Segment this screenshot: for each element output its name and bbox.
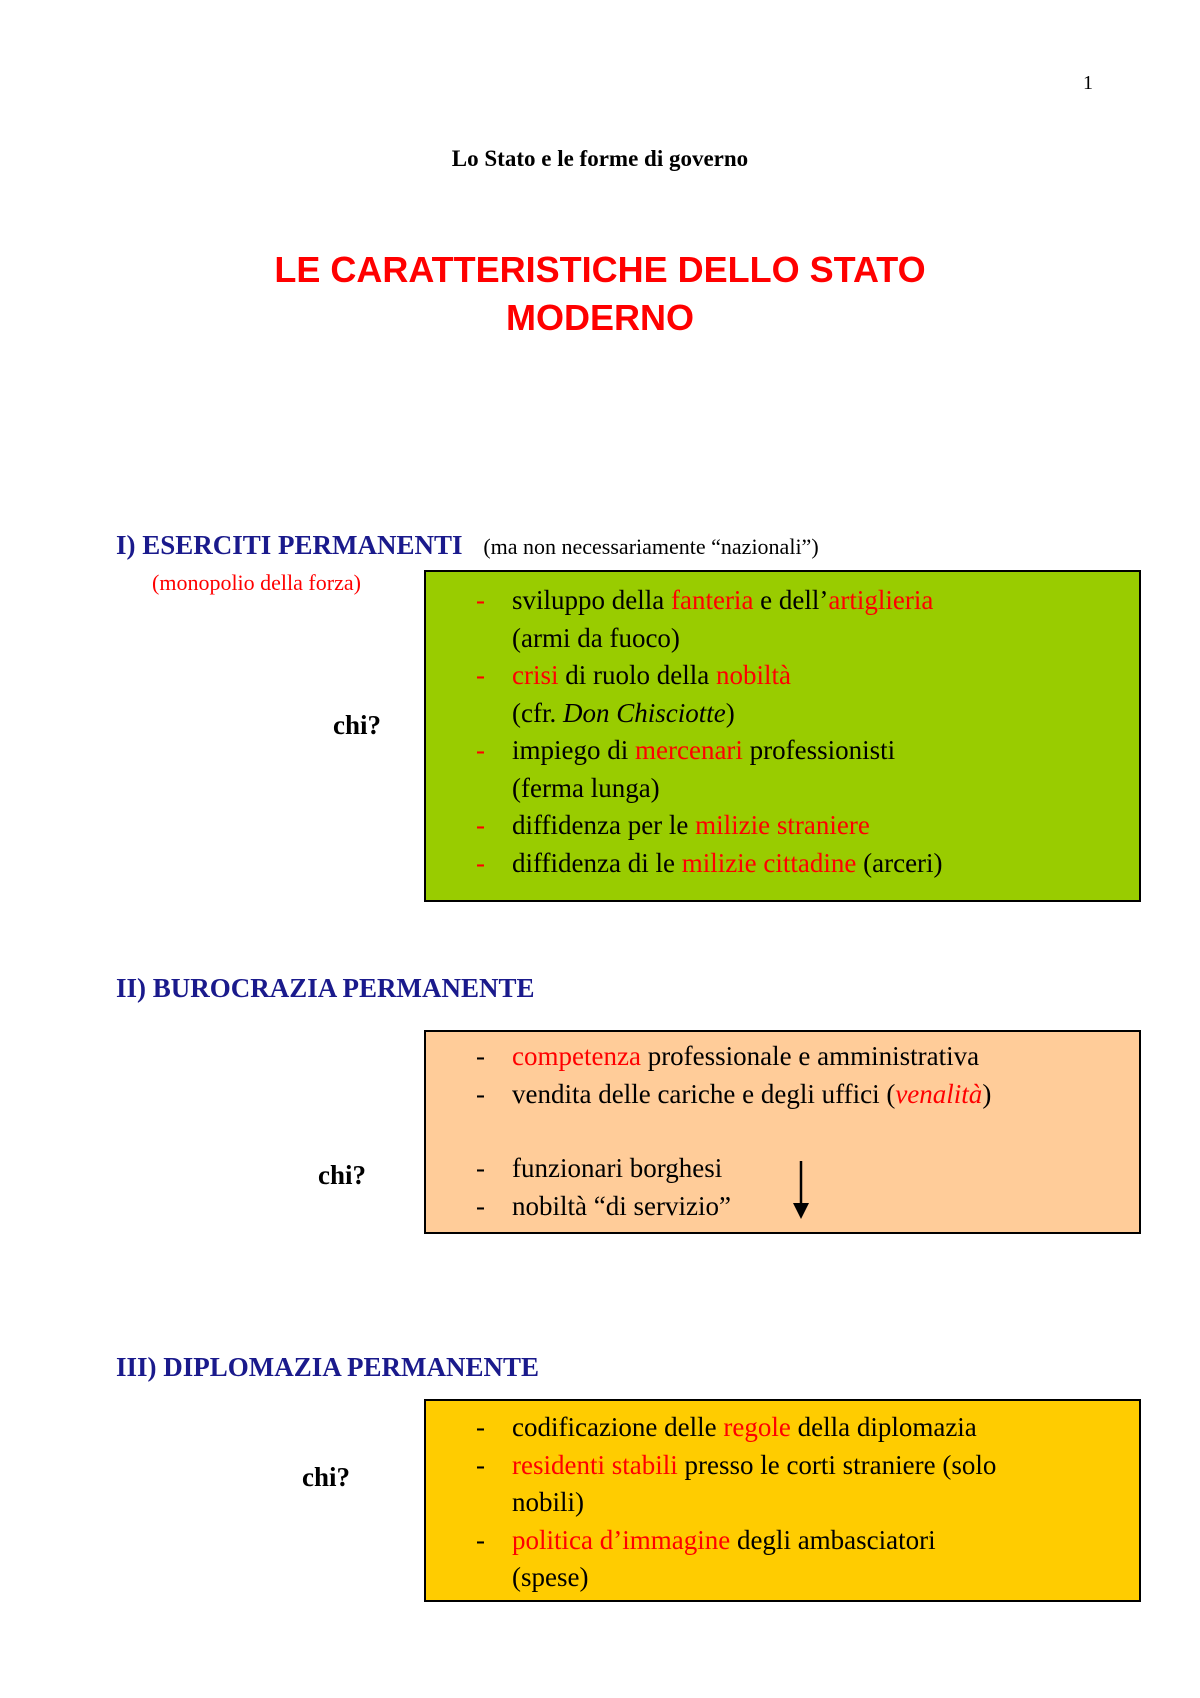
item-highlight: residenti stabili bbox=[512, 1449, 678, 1480]
item-continuation: (spese) bbox=[512, 1562, 589, 1592]
item-text: diffidenza di le bbox=[512, 847, 682, 878]
item-text: (arceri) bbox=[856, 847, 943, 878]
list-dash: - bbox=[476, 1153, 485, 1183]
item-highlight: artiglieria bbox=[828, 585, 934, 615]
list-dash: - bbox=[476, 810, 485, 840]
item-text: ) bbox=[982, 1078, 992, 1109]
item-text: della diplomazia bbox=[790, 1412, 977, 1442]
item-text: sviluppo della bbox=[512, 585, 671, 615]
list-dash: - bbox=[476, 847, 485, 878]
list-dash: - bbox=[476, 1524, 485, 1555]
item-highlight: politica d’immagine bbox=[512, 1524, 731, 1555]
chi-label: chi? bbox=[302, 1462, 351, 1492]
item-highlight: nobiltà bbox=[715, 660, 791, 690]
list-item bbox=[476, 1076, 1129, 1114]
section-heading-eserciti bbox=[116, 530, 819, 561]
item-text: presso le corti straniere (solo bbox=[677, 1449, 997, 1480]
chi-label: chi? bbox=[333, 710, 382, 740]
item-highlight: venalità bbox=[895, 1078, 983, 1109]
item-continuation-italic: Don Chisciotte bbox=[562, 697, 726, 728]
item-highlight: fanteria bbox=[670, 585, 754, 615]
item-text: e dell’ bbox=[753, 585, 829, 615]
item-continuation: (armi da fuoco) bbox=[512, 622, 680, 653]
list-dash: - bbox=[476, 1078, 485, 1109]
section-heading-burocrazia: II) BUROCRAZIA PERMANENTE bbox=[116, 973, 535, 1003]
item-text: professionale e amministrativa bbox=[640, 1041, 980, 1071]
item-text: funzionari borghesi bbox=[512, 1153, 723, 1183]
diplomazia-list bbox=[476, 1409, 1129, 1597]
list-item bbox=[476, 732, 1129, 807]
list-dash: - bbox=[476, 1041, 485, 1071]
page-number: 1 bbox=[1083, 72, 1093, 94]
list-dash: - bbox=[476, 735, 485, 765]
section-note: (ma non necessariamente “nazionali”) bbox=[483, 534, 819, 559]
list-item bbox=[476, 582, 1129, 657]
document-subtitle: Lo Stato e le forme di governo bbox=[451, 146, 749, 171]
side-note-monopolio: (monopolio della forza) bbox=[152, 570, 361, 595]
chi-label: chi? bbox=[318, 1160, 367, 1190]
item-continuation: nobili) bbox=[512, 1487, 584, 1517]
item-highlight: milizie straniere bbox=[695, 810, 870, 840]
list-dash: - bbox=[476, 1449, 485, 1480]
box-diplomazia bbox=[424, 1399, 1141, 1602]
list-item bbox=[476, 657, 1129, 732]
item-text: impiego di bbox=[512, 735, 635, 765]
list-dash: - bbox=[476, 1190, 485, 1221]
item-continuation: (ferma lunga) bbox=[512, 772, 660, 803]
page-title bbox=[0, 246, 1200, 342]
page-title-line-2: MODERNO bbox=[506, 297, 694, 338]
list-item bbox=[476, 845, 1129, 883]
item-text: codificazione delle bbox=[512, 1412, 724, 1442]
item-text: professionisti bbox=[742, 735, 896, 765]
eserciti-list bbox=[476, 582, 1129, 882]
item-text: vendita delle cariche e degli uffici ( bbox=[512, 1078, 896, 1109]
list-item bbox=[476, 1447, 1129, 1522]
list-item bbox=[476, 1038, 1129, 1076]
list-item bbox=[476, 1522, 1129, 1597]
item-highlight: mercenari bbox=[635, 735, 743, 765]
item-text: diffidenza per le bbox=[512, 810, 696, 840]
item-continuation: (cfr. bbox=[512, 697, 563, 728]
item-highlight: milizie cittadine bbox=[681, 847, 857, 878]
section-heading-text: I) ESERCITI PERMANENTI bbox=[116, 530, 463, 560]
list-dash: - bbox=[476, 660, 485, 690]
item-highlight: competenza bbox=[512, 1041, 641, 1071]
item-continuation: ) bbox=[725, 697, 735, 728]
box-burocrazia bbox=[424, 1030, 1141, 1234]
section-heading-diplomazia: III) DIPLOMAZIA PERMANENTE bbox=[116, 1352, 540, 1382]
page-title-line-1: LE CARATTERISTICHE DELLO STATO bbox=[274, 249, 926, 290]
item-highlight: regole bbox=[723, 1412, 791, 1442]
list-dash: - bbox=[476, 585, 485, 615]
list-dash: - bbox=[476, 1412, 485, 1442]
item-text: di ruolo della bbox=[558, 660, 716, 690]
list-item bbox=[476, 807, 1129, 845]
item-text: degli ambasciatori bbox=[730, 1524, 936, 1555]
item-text: nobiltà “di servizio” bbox=[512, 1190, 731, 1221]
list-item bbox=[476, 1409, 1129, 1447]
arrow-down-icon bbox=[786, 1159, 816, 1221]
item-highlight: crisi bbox=[512, 660, 559, 690]
box-eserciti bbox=[424, 570, 1141, 902]
